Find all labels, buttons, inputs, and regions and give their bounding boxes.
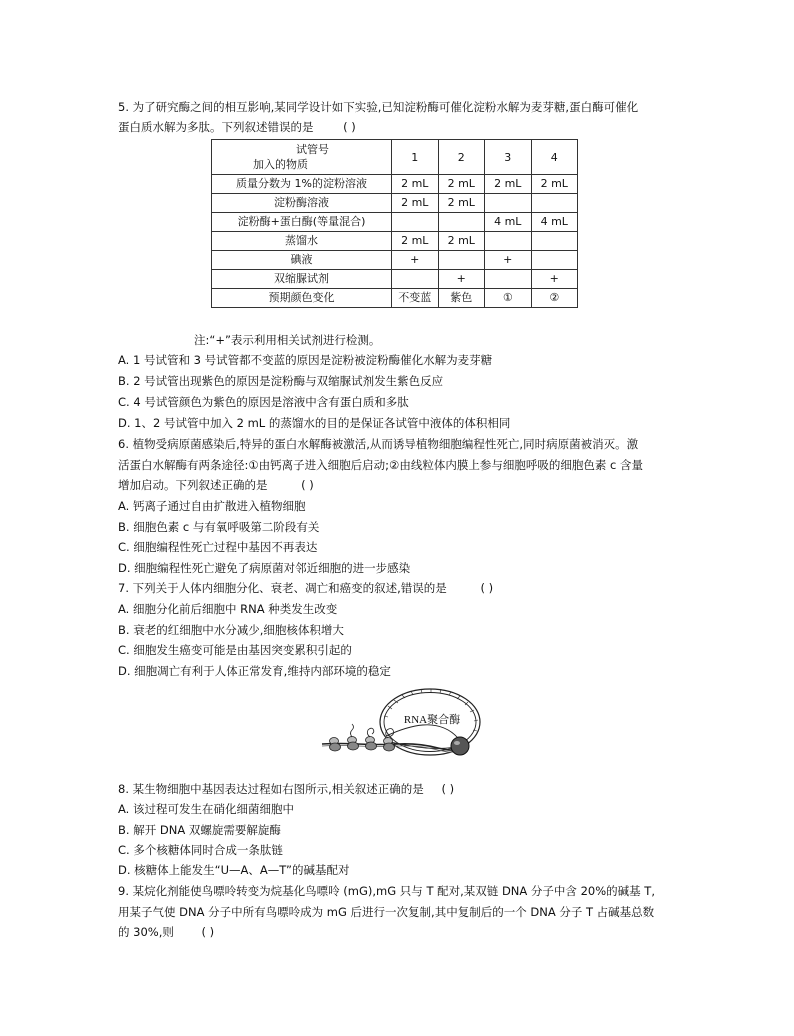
tube-header: 2 xyxy=(438,140,485,175)
q6-stem-text: 增加启动。下列叙述正确的是 xyxy=(118,478,268,492)
table-header-row xyxy=(212,140,578,175)
table-corner-cell xyxy=(212,140,392,175)
table-cell: 2 mL xyxy=(392,232,439,251)
q8-option-d[interactable]: D. 核糖体上能发生“U—A、A—T”的碱基配对 xyxy=(118,863,350,877)
q8-option-b[interactable]: B. 解开 DNA 双螺旋需要解旋酶 xyxy=(118,823,281,837)
q8-option-c[interactable]: C. 多个核糖体同时合成一条肽链 xyxy=(118,843,283,857)
table-cell xyxy=(531,232,578,251)
table-cell: + xyxy=(438,270,485,289)
table-cell: 4 mL xyxy=(485,213,532,232)
q6-option-a[interactable]: A. 钙离子通过自由扩散进入植物细胞 xyxy=(118,499,306,513)
q8-stem-text: 8. 某生物细胞中基因表达过程如右图所示,相关叙述正确的是 xyxy=(118,782,424,796)
table-cell: 4 mL xyxy=(531,213,578,232)
table-row xyxy=(212,270,578,289)
row-label: 蒸馏水 xyxy=(212,232,392,251)
table-cell: + xyxy=(531,270,578,289)
q8-answer-paren: ( ) xyxy=(441,782,455,796)
table-cell: + xyxy=(485,251,532,270)
q5-stem-line2 xyxy=(118,119,356,135)
q7-option-c[interactable]: C. 细胞发生癌变可能是由基因突变累积引起的 xyxy=(118,643,352,657)
table-cell xyxy=(485,232,532,251)
table-row xyxy=(212,251,578,270)
row-label: 预期颜色变化 xyxy=(212,289,392,308)
q5-stem-text: 蛋白质水解为多肽。下列叙述错误的是 xyxy=(118,120,314,134)
q9-stem-text: 的 30%,则 xyxy=(118,925,174,939)
q9-stem-line2: 用某子气使 DNA 分子中所有鸟嘌呤成为 mG 后进行一次复制,其中复制后的一个 DNA 分子 T 占碱基总数 xyxy=(118,905,655,919)
table-cell: 2 mL xyxy=(531,175,578,194)
row-label: 碘液 xyxy=(212,251,392,270)
tube-header: 4 xyxy=(531,140,578,175)
table-cell: + xyxy=(392,251,439,270)
table-cell: ② xyxy=(531,289,578,308)
tube-header: 3 xyxy=(485,140,532,175)
q5-option-d[interactable]: D. 1、2 号试管中加入 2 mL 的蒸馏水的目的是保证各试管中液体的体积相同 xyxy=(118,416,511,430)
q5-option-b[interactable]: B. 2 号试管出现紫色的原因是淀粉酶与双缩脲试剂发生紫色反应 xyxy=(118,374,444,388)
gene-expression-figure xyxy=(318,686,498,768)
table-row xyxy=(212,213,578,232)
q7-option-b[interactable]: B. 衰老的红细胞中水分减少,细胞核体积增大 xyxy=(118,623,344,637)
experiment-table xyxy=(211,139,578,308)
q6-stem-line1: 6. 植物受病原菌感染后,特异的蛋白水解酶被激活,从而诱导植物细胞编程性死亡,同时病原菌被消灭。激 xyxy=(118,437,639,451)
q6-option-b[interactable]: B. 细胞色素 c 与有氧呼吸第二阶段有关 xyxy=(118,520,320,534)
table-cell xyxy=(485,194,532,213)
row-label: 淀粉酶+蛋白酶(等量混合) xyxy=(212,213,392,232)
q7-option-d[interactable]: D. 细胞凋亡有利于人体正常发育,维持内部环境的稳定 xyxy=(118,664,391,678)
table-cell xyxy=(392,270,439,289)
table-cell: 2 mL xyxy=(438,232,485,251)
table-cell: 不变蓝 xyxy=(392,289,439,308)
table-row xyxy=(212,194,578,213)
q9-stem-line1: 9. 某烷化剂能使鸟嘌呤转变为烷基化鸟嘌呤 (mG),mG 只与 T 配对,某双链 DNA 分子中含 20%的碱基 T, xyxy=(118,884,655,898)
table-cell xyxy=(392,213,439,232)
q5-answer-paren: ( ) xyxy=(343,120,356,134)
q6-option-d[interactable]: D. 细胞编程性死亡避免了病原菌对邻近细胞的进一步感染 xyxy=(118,561,411,575)
table-cell xyxy=(531,194,578,213)
table-cell: 2 mL xyxy=(392,175,439,194)
q6-option-c[interactable]: C. 细胞编程性死亡过程中基因不再表达 xyxy=(118,540,318,554)
table-cell: 2 mL xyxy=(485,175,532,194)
q6-stem-line2: 活蛋白水解酶有两条途径:①由钙离子进入细胞后启动;②由线粒体内膜上参与细胞呼吸的细胞色素 c 含量 xyxy=(118,458,643,472)
table-cell xyxy=(531,251,578,270)
ribosome xyxy=(366,728,377,750)
row-label: 质量分数为 1%的淀粉溶液 xyxy=(212,175,392,194)
q5-table-note: 注:“+”表示利用相关试剂进行检测。 xyxy=(194,333,381,347)
table-row xyxy=(212,232,578,251)
table-cell: 2 mL xyxy=(438,175,485,194)
rna-polymerase-label: RNA聚合酶 xyxy=(403,714,461,726)
q6-answer-paren: ( ) xyxy=(301,478,314,492)
q5-option-c[interactable]: C. 4 号试管颜色为紫色的原因是溶液中含有蛋白质和多肽 xyxy=(118,395,409,409)
q7-answer-paren: ( ) xyxy=(480,581,494,595)
table-cell: ① xyxy=(485,289,532,308)
table-row xyxy=(212,289,578,308)
ribosome xyxy=(348,724,359,750)
dna-template-strand xyxy=(386,725,458,738)
corner-top-label: 试管号 xyxy=(296,143,329,156)
table-cell xyxy=(438,251,485,270)
table-cell xyxy=(438,213,485,232)
q5-stem-line1: 5. 为了研究酶之间的相互影响,某同学设计如下实验,已知淀粉酶可催化淀粉水解为麦芽糖,蛋白酶可催化 xyxy=(118,100,639,114)
row-label: 淀粉酶溶液 xyxy=(212,194,392,213)
table-row xyxy=(212,175,578,194)
rna-polymerase-icon xyxy=(451,737,469,755)
tube-header: 1 xyxy=(392,140,439,175)
q8-stem xyxy=(118,781,454,797)
q7-option-a[interactable]: A. 细胞分化前后细胞中 RNA 种类发生改变 xyxy=(118,602,338,616)
q5-option-a[interactable]: A. 1 号试管和 3 号试管都不变蓝的原因是淀粉被淀粉酶催化水解为麦芽糖 xyxy=(118,353,493,367)
q9-answer-paren: ( ) xyxy=(201,925,215,939)
q7-stem xyxy=(118,580,493,596)
q7-stem-text: 7. 下列关于人体内细胞分化、衰老、凋亡和癌变的叙述,错误的是 xyxy=(118,581,447,595)
table-cell: 2 mL xyxy=(392,194,439,213)
table-cell xyxy=(485,270,532,289)
table-cell: 2 mL xyxy=(438,194,485,213)
row-label: 双缩脲试剂 xyxy=(212,270,392,289)
corner-bottom-label: 加入的物质 xyxy=(253,158,308,171)
q6-stem-line3 xyxy=(118,477,314,493)
q9-stem-line3 xyxy=(118,924,214,940)
q8-option-a[interactable]: A. 该过程可发生在硝化细菌细胞中 xyxy=(118,802,294,816)
table-cell: 紫色 xyxy=(438,289,485,308)
ribosome xyxy=(330,738,341,752)
